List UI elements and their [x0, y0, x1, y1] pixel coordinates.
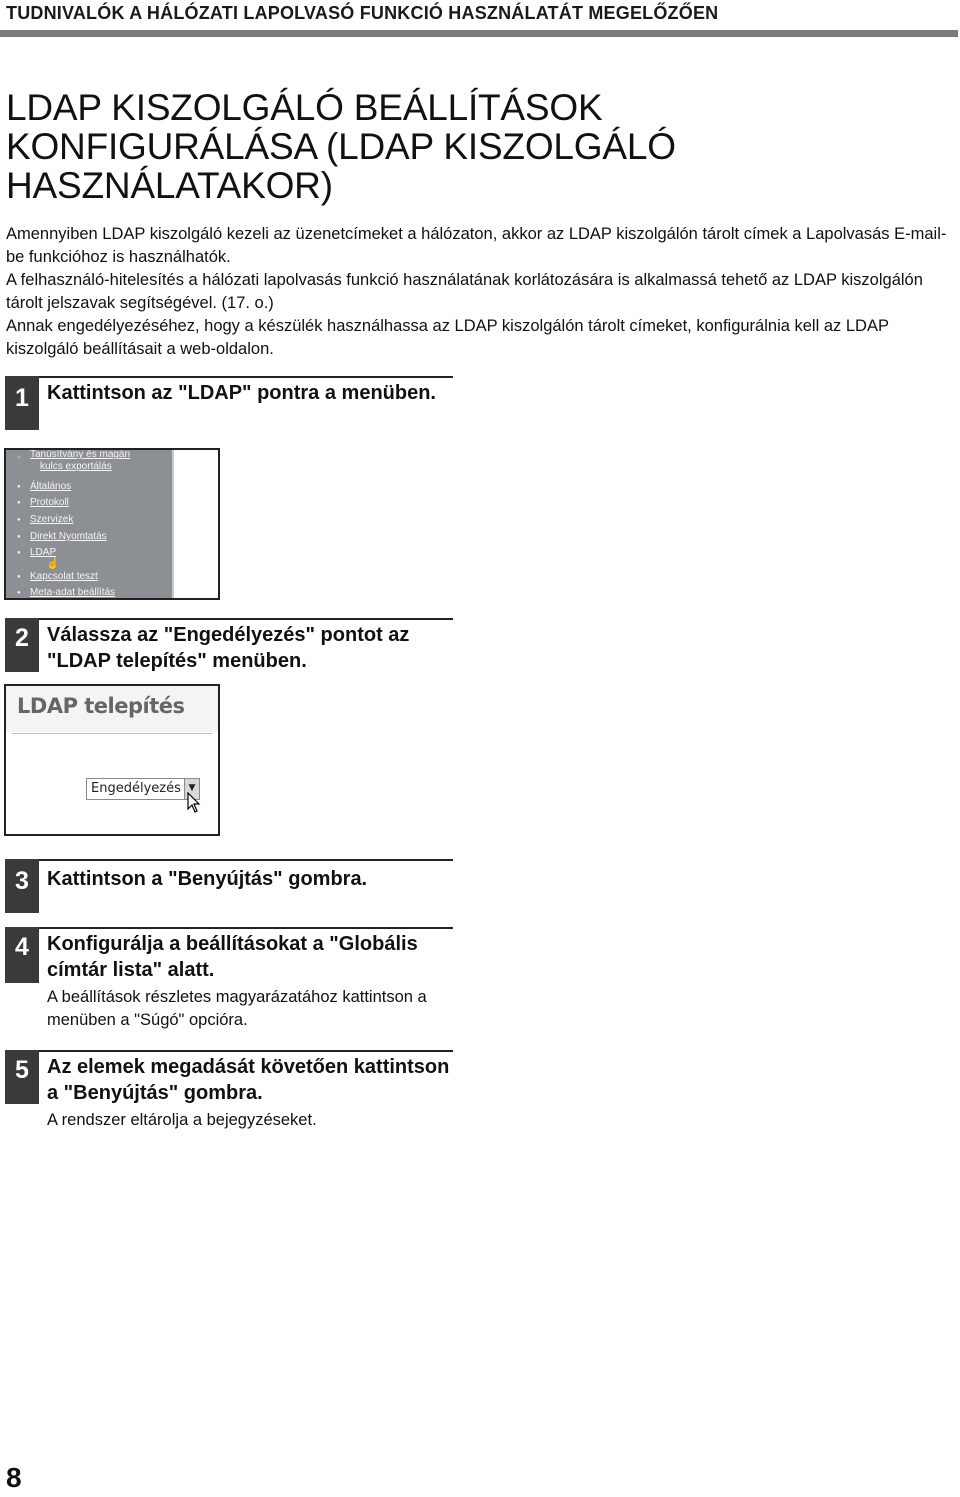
menu-item[interactable]: Szervizek — [30, 514, 74, 525]
menu-item[interactable]: Direkt Nyomtatás — [30, 531, 107, 542]
step-title: Konfigurálja a beállításokat a "Globális címtár lista" alatt. — [47, 933, 418, 981]
step-rule — [5, 618, 453, 620]
divider — [12, 733, 212, 734]
bullet-icon: ● — [17, 534, 21, 540]
step-number: 5 — [5, 1050, 39, 1104]
select-value: Engedélyezés — [91, 781, 181, 796]
bullet-icon: ● — [17, 550, 21, 556]
hand-cursor-icon: ☝ — [46, 558, 60, 570]
ldap-setup-heading: LDAP telepítés — [17, 694, 185, 718]
step-3 — [5, 859, 453, 913]
intro-text — [6, 223, 954, 361]
step-number: 1 — [5, 376, 39, 430]
bullet-icon: ● — [17, 484, 21, 490]
step-rule — [5, 859, 453, 861]
intro-paragraph: A felhasználó-hitelesítés a hálózati lapolvasás funkció használatának korlátozására is alkalmassá tehető az LDAP kiszolgálón tárolt jelszavak segítségével. (17. o.) — [6, 271, 923, 312]
step-title: Kattintson a "Benyújtás" gombra. — [47, 868, 368, 890]
bullet-icon: ● — [17, 517, 21, 523]
step-4 — [5, 927, 453, 1037]
chevron-down-icon[interactable]: ▼ — [184, 779, 199, 799]
bullet-icon: ● — [17, 574, 21, 580]
ldap-setup-screenshot — [4, 684, 220, 836]
step-rule — [5, 376, 453, 378]
menu-item[interactable]: Protokoll — [30, 497, 69, 508]
bullet-icon: ● — [17, 590, 21, 596]
step-description: A beállítások részletes magyarázatához kattintson a menüben a "Súgó" opcióra. — [47, 988, 427, 1029]
step-description: A rendszer eltárolja a bejegyzéseket. — [47, 1111, 317, 1129]
page-title-line: HASZNÁLATAKOR) — [6, 165, 333, 206]
step-rule — [5, 927, 453, 929]
step-number: 3 — [5, 859, 39, 913]
enable-select[interactable] — [86, 778, 200, 800]
bullet-icon: ○ — [17, 455, 21, 461]
step-number: 4 — [5, 927, 39, 983]
step-1 — [5, 376, 453, 432]
menu-item[interactable]: Tanúsítvány és magán — [30, 449, 131, 460]
menu-item[interactable]: Kapcsolat teszt — [30, 571, 98, 582]
menu-item-ldap[interactable]: LDAP — [30, 547, 57, 558]
running-header: TUDNIVALÓK A HÁLÓZATI LAPOLVASÓ FUNKCIÓ HASZNÁLATÁT MEGELŐZŐEN — [6, 3, 719, 23]
header-rule — [0, 30, 958, 37]
step-number: 2 — [5, 618, 39, 672]
page-title-line: KONFIGURÁLÁSA (LDAP KISZOLGÁLÓ — [6, 126, 676, 167]
menu-screenshot — [4, 448, 220, 600]
step-2 — [5, 618, 453, 676]
page-title-line: LDAP KISZOLGÁLÓ BEÁLLÍTÁSOK — [6, 87, 603, 128]
menu-panel-edge — [172, 450, 174, 598]
intro-paragraph: Annak engedélyezéséhez, hogy a készülék használhassa az LDAP kiszolgálón tárolt címeket, konfigurálnia kell az LDAP kiszolgáló beállításait a web-oldalon. — [6, 317, 889, 358]
step-title: Kattintson az "LDAP" pontra a menüben. — [47, 382, 436, 404]
step-title: Válassza az "Engedélyezés" pontot az "LDAP telepítés" menüben. — [47, 624, 410, 672]
page-number: 8 — [6, 1462, 22, 1493]
step-5 — [5, 1050, 453, 1136]
mouse-pointer-icon — [187, 792, 201, 814]
menu-item[interactable]: kulcs exportálás — [40, 461, 112, 472]
bullet-icon: ● — [17, 500, 21, 506]
page-title — [6, 88, 906, 205]
step-rule — [5, 1050, 453, 1052]
intro-paragraph: Amennyiben LDAP kiszolgáló kezeli az üzenetcímeket a hálózaton, akkor az LDAP kiszolgálón tárolt címek a Lapolvasás E-mail-be funkcióhoz is használhatók. — [6, 225, 947, 266]
menu-item[interactable]: Általános — [30, 481, 72, 492]
step-title: Az elemek megadását követően kattintson a "Benyújtás" gombra. — [47, 1056, 450, 1104]
menu-item[interactable]: Meta-adat beállítás — [30, 587, 116, 598]
